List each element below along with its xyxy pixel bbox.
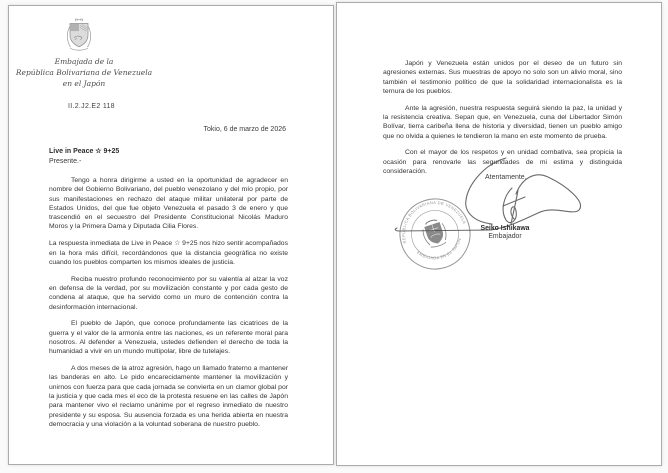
signer-title: Embajador <box>488 232 522 240</box>
reference-number: II.2.J2.E2 118 <box>68 103 115 110</box>
letter-page-1 <box>8 5 334 465</box>
paragraph: El pueblo de Japón, que conoce profundamente las cicatrices de la guerra y el valor de la armonía entre las naciones, es un referente moral para nosotros. Al defender a Venezuela, ustedes defienden el derecho de toda la humanidad a vivir en un mundo multipolar, libre de tutelajes. <box>49 320 288 356</box>
seal-arc-bottom-text: EMBAJADA EN EL JAPÓN <box>415 237 463 261</box>
recipient-salutation: Presente.- <box>49 157 82 165</box>
paragraph: A dos meses de la atroz agresión, hago un llamado fraterno a mantener las banderas en alto. Le pido encarecidamente mantener la movilización y unirnos con fuerza para que cada jornada se convierta en un clamor global por la justicia y que cada mes el eco de la protesta resuene en las calles de Japón para mantener vivo el reclamo unánime por el regreso inmediato de nuestro presidente y su esposa. Su ausencia forzada es una herida abierta en nuestra democracia y una violación a la voluntad soberana de nuestro pueblo. <box>49 365 288 428</box>
letter-page-2 <box>336 2 662 466</box>
letterhead-line-3: en el Japón <box>62 79 106 88</box>
paragraph: Con el mayor de los respetos y en unidad combativa, sea propicia la ocasión para renovarle las seguridades de mi estima y distinguida consideración. <box>383 149 622 175</box>
page-1-body <box>49 176 288 437</box>
closing-word: Atentamente, <box>485 174 527 181</box>
seal-arc-top-text: REPÚBLICA BOLIVARIANA DE VENEZUELA <box>400 199 468 245</box>
letterhead <box>9 56 159 89</box>
paragraph: Japón y Venezuela están unidos por el deseo de un futuro sin agresiones externas. Sus muestras de apoyo no solo son un alivio moral, sino también el testimonio político de que la solidaridad internacionalista es la ternura de los pueblos. <box>383 60 622 95</box>
signature-block <box>455 225 555 241</box>
recipient-block <box>49 147 119 166</box>
letterhead-line-1: Embajada de la <box>54 57 114 66</box>
venezuela-coat-of-arms-icon <box>66 17 92 53</box>
signer-name: Seiko Ishikawa <box>480 225 530 232</box>
paragraph: Ante la agresión, nuestra respuesta seguirá siendo la paz, la unidad y la resistencia creativa. Sepan que, en Venezuela, cuna del Libertador Simón Bolívar, tierra caribeña llena de historia y diversidad, tienen un pueblo amigo que no olvida a quienes le tendieron la mano en este momento de prueba. <box>383 104 622 140</box>
paragraph: Reciba nuestro profundo reconocimiento por su valentía al alzar la voz en defensa de la verdad, por su movilización constante y por cada gesto de condena al ataque, que ha servido como un muro de contención contra la desinformación internacional. <box>49 275 288 311</box>
paragraph: La respuesta inmediata de Live in Peace ☆ 9+25 nos hizo sentir acompañados en la hora más difícil, recordándonos que la distancia geográfica no existe cuando los pueblos comparten los mismos ideales de justicia. <box>49 240 288 266</box>
dateline: Tokio, 6 de marzo de 2026 <box>203 126 286 133</box>
letterhead-line-2: República Bolivariana de Venezuela <box>15 68 153 77</box>
paragraph: Tengo a honra dirigirme a usted en la oportunidad de agradecer en nombre del Gobierno Bolivariano, del pueblo venezolano y del mío propio, por sus manifestaciones en rechazo del ataque militar unilateral por parte de Estados Unidos, del que fue objeto Venezuela el pasado 3 de enero y que trascendió en el secuestro del Presidente Constitucional Nicolás Maduro Moros y la Primera Dama y Diputada Cilia Flores. <box>49 177 288 231</box>
recipient-name: Live in Peace ☆ 9+25 <box>49 148 120 155</box>
